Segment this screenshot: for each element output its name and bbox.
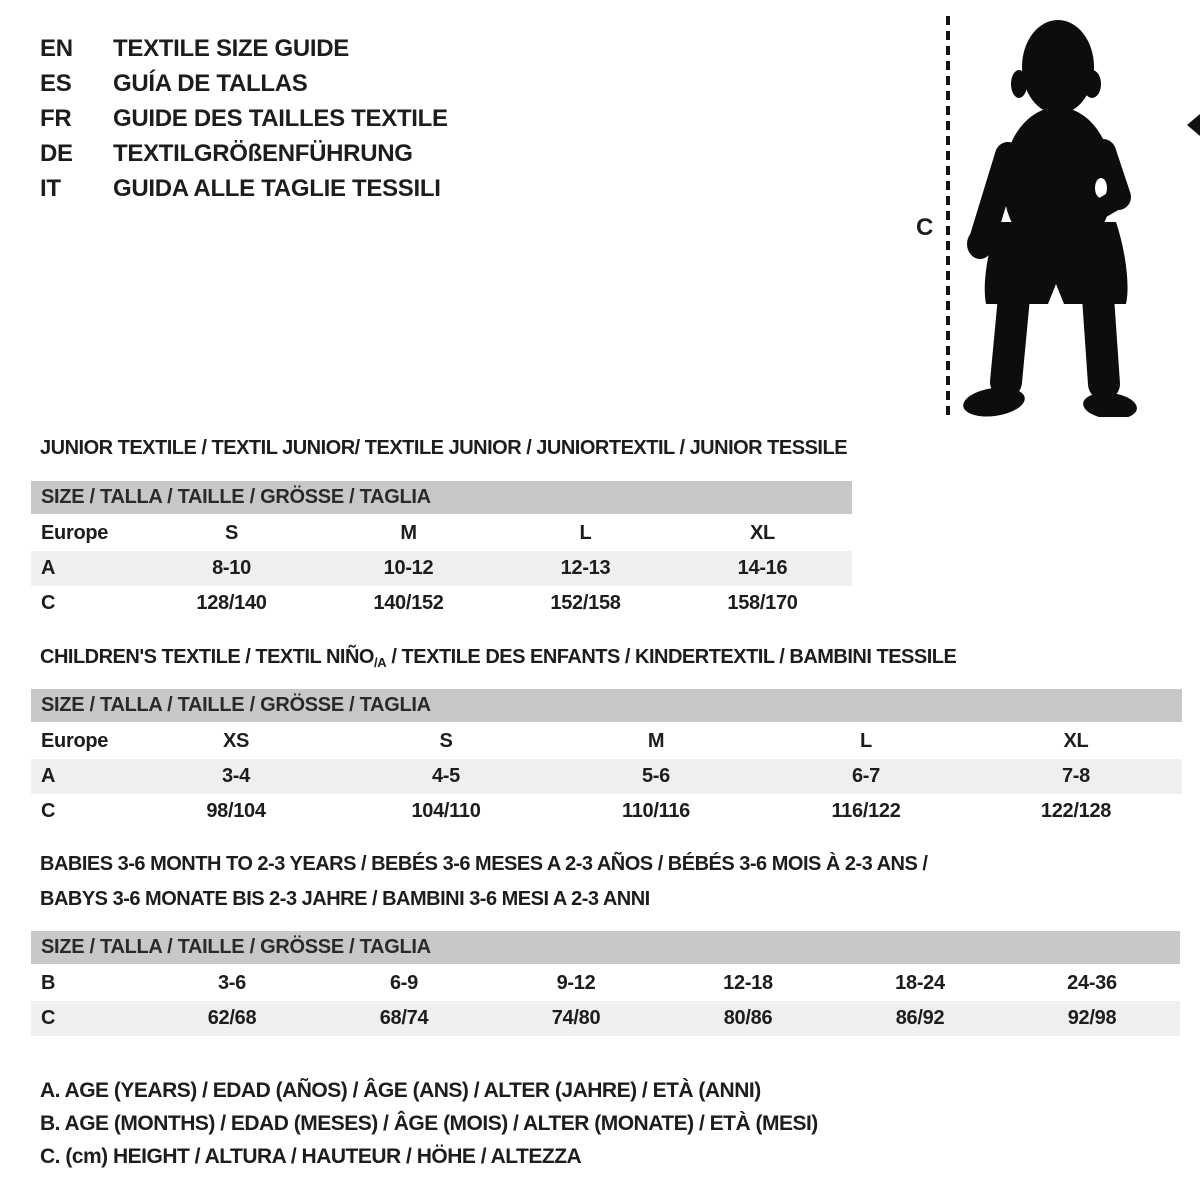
row-label: Europe [41,730,109,752]
height-cell: 104/110 [411,800,481,822]
language-title-list [40,31,448,206]
children-size-table [31,689,1182,829]
age-cell: 12-13 [560,557,611,579]
babies-section-heading-line1: BABIES 3-6 MONTH TO 2-3 YEARS / BEBÉS 3-6 MESES A 2-3 AÑOS / BÉBÉS 3-6 MOIS À 2-3 ANS / [40,853,928,875]
size-header-bar: SIZE / TALLA / TAILLE / GRÖSSE / TAGLIA [31,481,852,514]
guide-title-de: TEXTILGRÖßENFÜHRUNG [113,140,413,167]
age-cell: 10-12 [383,557,434,579]
height-dashed-line [946,16,950,416]
height-measure-label: C [916,214,934,241]
size-header-bar: SIZE / TALLA / TAILLE / GRÖSSE / TAGLIA [31,689,1182,722]
size-header-bar: SIZE / TALLA / TAILLE / GRÖSSE / TAGLIA [31,931,1180,964]
age-cell: 24-36 [1067,972,1117,994]
legend-age-months: B. AGE (MONTHS) / EDAD (MESES) / ÂGE (MOIS) / ALTER (MONATE) / ETÀ (MESI) [40,1112,818,1135]
age-cell: 14-16 [737,557,788,579]
row-label: B [41,972,56,994]
lang-code: EN [40,35,73,62]
height-cell: 140/152 [373,592,444,614]
table-row-height [31,1001,1180,1036]
height-cell: 110/116 [622,800,690,822]
legend [40,1074,818,1173]
row-label: C [41,1007,56,1029]
table-row-months [31,966,1180,1001]
size-cell: S [439,730,453,752]
table-row-height [31,586,852,621]
age-cell: 18-24 [895,972,945,994]
cropped-edge-mark [1187,114,1200,136]
age-cell: 4-5 [431,765,460,787]
height-cell: 80/86 [723,1007,773,1029]
age-cell: 6-9 [389,972,418,994]
age-cell: 9-12 [556,972,596,994]
lang-code: IT [40,175,61,202]
guide-title-fr: GUIDE DES TAILLES TEXTILE [113,105,448,132]
row-label: C [41,592,56,614]
junior-size-table [31,481,852,621]
row-label: Europe [41,522,109,544]
legend-height: C. (cm) HEIGHT / ALTURA / HAUTEUR / HÖHE / ALTEZZA [40,1145,582,1168]
height-cell: 62/68 [207,1007,257,1029]
table-row-europe [31,724,1182,759]
table-row-height [31,794,1182,829]
lang-row-es [40,66,448,101]
age-cell: 12-18 [723,972,773,994]
junior-section-heading: JUNIOR TEXTILE / TEXTIL JUNIOR/ TEXTILE JUNIOR / JUNIORTEXTIL / JUNIOR TESSILE [40,437,848,459]
height-cell: 128/140 [196,592,267,614]
height-cell: 122/128 [1040,800,1112,822]
size-cell: XL [750,522,775,544]
height-cell: 152/158 [550,592,621,614]
height-cell: 158/170 [727,592,798,614]
table-row-europe [31,516,852,551]
age-cell: 5-6 [641,765,670,787]
height-cell: 68/74 [379,1007,429,1029]
heading-subscript: /A [373,655,387,670]
age-cell: 6-7 [851,765,880,787]
babies-size-table [31,931,1180,1036]
lang-row-fr [40,101,448,136]
heading-text: CHILDREN'S TEXTILE / TEXTIL NIÑO [40,646,374,668]
row-label: A [41,765,56,787]
row-label: A [41,557,56,579]
size-cell: M [647,730,665,752]
lang-code: ES [40,70,72,97]
guide-title-it: GUIDA ALLE TAGLIE TESSILI [113,175,441,202]
heading-text: / TEXTILE DES ENFANTS / KINDERTEXTIL / BAMBINI TESSILE [386,646,957,668]
lang-row-de [40,136,448,171]
table-row-age [31,551,852,586]
age-cell: 8-10 [212,557,251,579]
row-label: C [41,800,56,822]
guide-title-es: GUÍA DE TALLAS [113,70,308,97]
size-cell: XS [222,730,250,752]
height-cell: 86/92 [895,1007,945,1029]
age-cell: 7-8 [1061,765,1090,787]
size-cell: M [400,522,417,544]
legend-age-years: A. AGE (YEARS) / EDAD (AÑOS) / ÂGE (ANS) / ALTER (JAHRE) / ETÀ (ANNI) [40,1079,761,1102]
height-cell: 98/104 [206,800,266,822]
table-row-age [31,759,1182,794]
age-cell: 3-6 [217,972,246,994]
height-cell: 74/80 [551,1007,601,1029]
age-cell: 3-4 [221,765,250,787]
size-cell: L [860,730,872,752]
lang-row-en [40,31,448,66]
lang-row-it [40,171,448,206]
height-cell: 116/122 [831,800,901,822]
toddler-silhouette-icon [958,12,1143,417]
height-cell: 92/98 [1067,1007,1117,1029]
size-cell: S [224,522,239,544]
lang-code: DE [40,140,73,167]
babies-section-heading-line2: BABYS 3-6 MONATE BIS 2-3 JAHRE / BAMBINI 3-6 MESI A 2-3 ANNI [40,888,650,910]
lang-code: FR [40,105,72,132]
size-cell: XL [1063,730,1089,752]
guide-title-en: TEXTILE SIZE GUIDE [113,35,349,62]
size-cell: L [579,522,592,544]
children-section-heading [40,646,956,670]
